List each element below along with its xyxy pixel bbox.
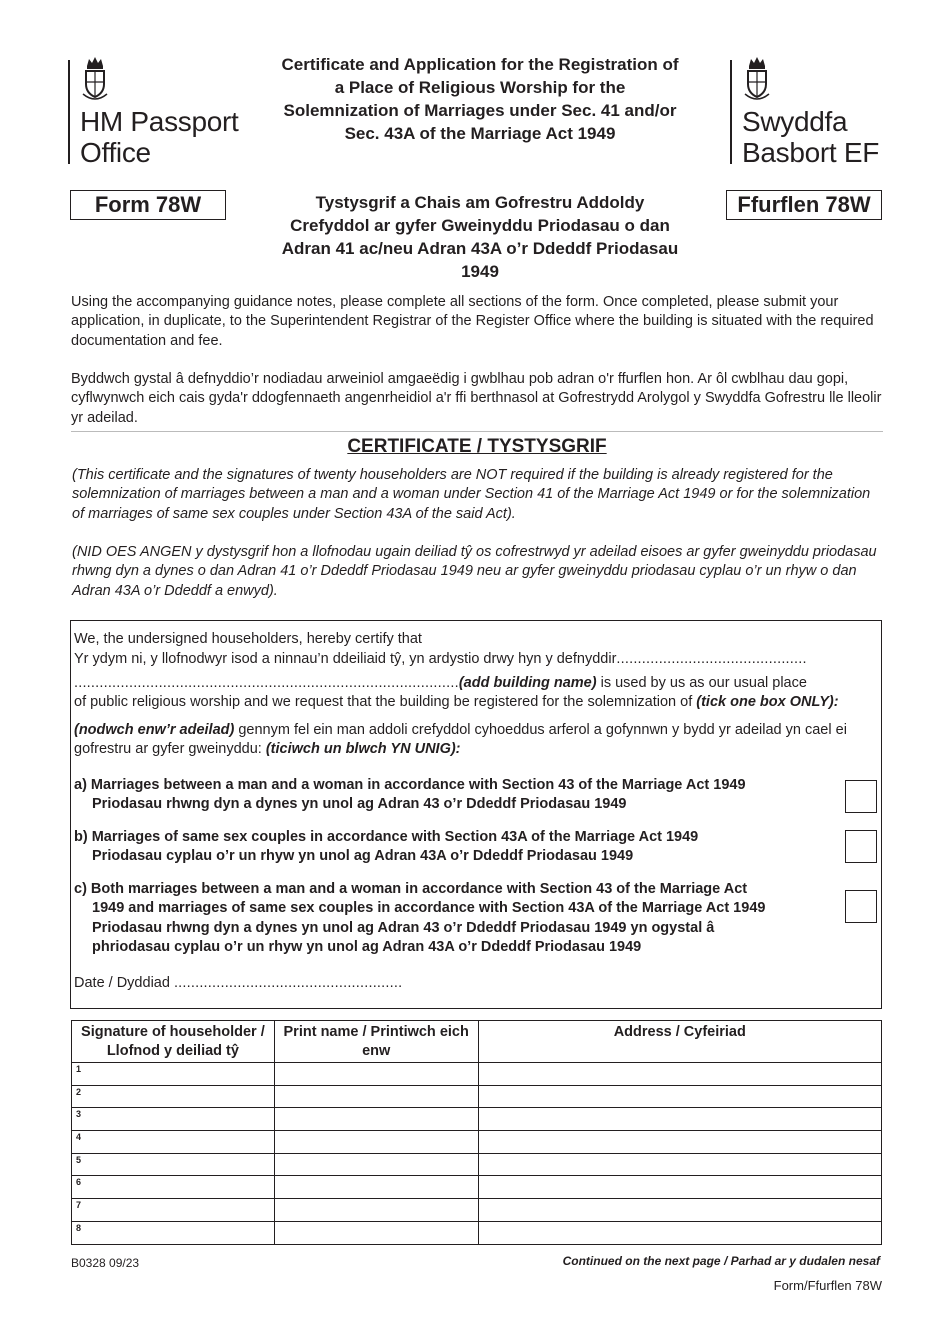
certificate-box <box>70 620 882 1009</box>
request-line <box>74 693 880 712</box>
building-name-dots[interactable]: ............................................. <box>616 651 807 667</box>
building-name-field[interactable]: ........................................................................................... <box>74 675 459 691</box>
royal-crest-icon <box>742 56 772 104</box>
logo-line-2: Office <box>80 137 151 168</box>
option-c-line-2: 1949 and marriages of same sex couples in accordance with Section 43A of the Marriage Act 1949 <box>92 900 766 917</box>
option-a <box>74 776 844 815</box>
table-header-row <box>72 1021 882 1063</box>
certify-line-welsh <box>74 650 880 669</box>
table-row <box>72 1221 882 1244</box>
ticiwch-hint: (ticiwch un blwch YN UNIG): <box>265 741 461 758</box>
logo-bar <box>730 60 732 164</box>
logo-line-1: Swyddfa <box>742 106 848 137</box>
tick-one-hint: (tick one box ONLY): <box>696 694 839 710</box>
continued-note: Continued on the next page / Parhad ar y dudalen nesaf <box>562 1254 880 1268</box>
certify-line-english: We, the undersigned householders, hereby certify that <box>74 631 422 647</box>
table-row <box>72 1199 882 1222</box>
certificate-note-welsh: (NID OES ANGEN y dystysgrif hon a llofnodau ugain deiliad tŷ os cofrestrwyd yr adeilad eisoes ar gyfer gweinyddu priodasau rhwng dyn a dynes o dan Adran 41 o’r Ddeddf Priodasau 1949 neu ar gyfer gweinyddu priodasau cyplau o’r un rhyw o dan Adran 43A o’r Ddeddf a enwyd). <box>72 544 877 599</box>
address-cell[interactable] <box>478 1108 881 1131</box>
royal-crest-icon <box>80 56 110 104</box>
option-b-checkbox[interactable] <box>845 830 877 863</box>
building-use-text: is used by us as our usual place <box>596 675 807 691</box>
print-name-cell[interactable] <box>274 1108 478 1131</box>
option-b <box>74 828 844 867</box>
print-name-column-header: Print name / Printiwch eich enw <box>274 1021 478 1063</box>
print-name-cell[interactable] <box>274 1176 478 1199</box>
address-cell[interactable] <box>478 1153 881 1176</box>
address-cell[interactable] <box>478 1131 881 1154</box>
option-c-checkbox[interactable] <box>845 890 877 923</box>
address-column-header: Address / Cyfeiriad <box>478 1021 881 1063</box>
table-row <box>72 1085 882 1108</box>
print-name-cell[interactable] <box>274 1153 478 1176</box>
signature-cell[interactable]: 2 <box>72 1085 275 1108</box>
signature-cell[interactable]: 4 <box>72 1131 275 1154</box>
signature-cell[interactable]: 8 <box>72 1221 275 1244</box>
request-welsh <box>74 721 880 760</box>
address-cell[interactable] <box>478 1221 881 1244</box>
form-title-english: Certificate and Application for the Registration of a Place of Religious Worship for the Solemnization of Marriages under Sec. 41 and/or Sec. 43A of the Marriage Act 1949 <box>281 55 679 143</box>
option-b-line-2: Priodasau cyplau o’r un rhyw yn unol ag Adran 43A o’r Ddeddf Priodasau 1949 <box>92 848 634 865</box>
form-number-english: Form 78W <box>70 190 226 220</box>
option-c-line-4: phriodasau cyplau o’r un rhyw yn unol ag Adran 43A o’r Ddeddf Priodasau 1949 <box>92 938 642 955</box>
print-name-cell[interactable] <box>274 1063 478 1086</box>
print-name-cell[interactable] <box>274 1131 478 1154</box>
form-number-welsh: Ffurflen 78W <box>726 190 882 220</box>
option-a-line-2: Priodasau rhwng dyn a dynes yn unol ag Adran 43 o’r Ddeddf Priodasau 1949 <box>92 796 627 813</box>
table-row <box>72 1176 882 1199</box>
address-cell[interactable] <box>478 1085 881 1108</box>
date-line <box>74 974 880 993</box>
logo-line-2: Basbort EF <box>742 137 880 168</box>
date-label: Date / Dyddiad <box>74 975 170 991</box>
section-heading: CERTIFICATE / TYSTYSGRIF <box>347 436 607 457</box>
print-name-cell[interactable] <box>274 1085 478 1108</box>
signature-column-header: Signature of householder / Llofnod y deiliad tŷ <box>72 1021 275 1063</box>
certificate-note-english: (This certificate and the signatures of twenty householders are NOT required if the building is already registered for the solemnization of marriages between a man and a woman under Section 41 of the Marriage Act 1949 or for the solemnization of marriages of same sex couples under Section 43A of the said Act). <box>72 467 871 522</box>
address-cell[interactable] <box>478 1199 881 1222</box>
signature-cell[interactable]: 1 <box>72 1063 275 1086</box>
option-c <box>74 880 844 957</box>
logo-bar <box>68 60 70 164</box>
request-text: of public religious worship and we request that the building be registered for the solemnization of <box>74 694 697 710</box>
option-a-checkbox[interactable] <box>845 780 877 813</box>
building-name-line <box>74 674 880 693</box>
request-welsh-text: gennym fel ein man addoli crefyddol cyhoeddus arferol a gofynnwn y bydd yr adeilad yn cael ei gofrestru ar gyfer gweinyddu: <box>74 722 847 758</box>
print-name-cell[interactable] <box>274 1221 478 1244</box>
form-code: B0328 09/23 <box>71 1256 140 1270</box>
signature-cell[interactable]: 7 <box>72 1199 275 1222</box>
table-row <box>72 1108 882 1131</box>
option-c-line-1: c) Both marriages between a man and a woman in accordance with Section 43 of the Marriage Act <box>74 881 748 897</box>
signature-cell[interactable]: 5 <box>72 1153 275 1176</box>
table-row <box>72 1063 882 1086</box>
footer-form-number: Form/Ffurflen 78W <box>773 1278 882 1293</box>
option-a-line-1: a) Marriages between a man and a woman in accordance with Section 43 of the Marriage Act 1949 <box>74 777 746 793</box>
print-name-cell[interactable] <box>274 1199 478 1222</box>
address-cell[interactable] <box>478 1063 881 1086</box>
nodwch-hint: (nodwch enw’r adeilad) <box>74 722 235 738</box>
date-field[interactable]: ...................................................... <box>173 975 403 991</box>
section-divider <box>71 431 883 432</box>
form-title-welsh: Tystysgrif a Chais am Gofrestru Addoldy Crefyddol ar gyfer Gweinyddu Priodasau o dan Adran 41 ac/neu Adran 43A o’r Ddeddf Priodasau 1949 <box>281 193 679 281</box>
address-cell[interactable] <box>478 1176 881 1199</box>
signature-cell[interactable]: 3 <box>72 1108 275 1131</box>
option-b-line-1: b) Marriages of same sex couples in accordance with Section 43A of the Marriage Act 1949 <box>74 829 699 845</box>
add-building-hint: (add building name) <box>458 675 597 691</box>
intro-paragraph-english: Using the accompanying guidance notes, please complete all sections of the form. Once completed, please submit your application, in duplicate, to the Superintendent Registrar of the Register Office where the building is situated with the required documentation and fee. <box>71 294 874 349</box>
householder-signature-table <box>71 1020 882 1245</box>
option-c-line-3: Priodasau rhwng dyn a dynes yn unol ag Adran 43 o’r Ddeddf Priodasau 1949 yn ogystal â <box>92 919 715 936</box>
table-row <box>72 1153 882 1176</box>
logo-line-1: HM Passport <box>80 106 239 137</box>
table-row <box>72 1131 882 1154</box>
intro-paragraph-welsh: Byddwch gystal â defnyddio’r nodiadau arweiniol amgaeëdig i gwblhau pob adran o'r ffurflen hon. Ar ôl cwblhau dau gopi, cyflwynwch eich cais gyda'r ddogfennaeth angenrheidiol a'r ffi berthnasol at Gofrestrydd Arolygol y Swyddfa Gofrestru lle lleolir yr adeilad. <box>71 371 882 426</box>
signature-cell[interactable]: 6 <box>72 1176 275 1199</box>
certify-text: Yr ydym ni, y llofnodwyr isod a ninnau’n ddeiliaid tŷ, yn ardystio drwy hyn y defnyddir <box>74 651 617 667</box>
